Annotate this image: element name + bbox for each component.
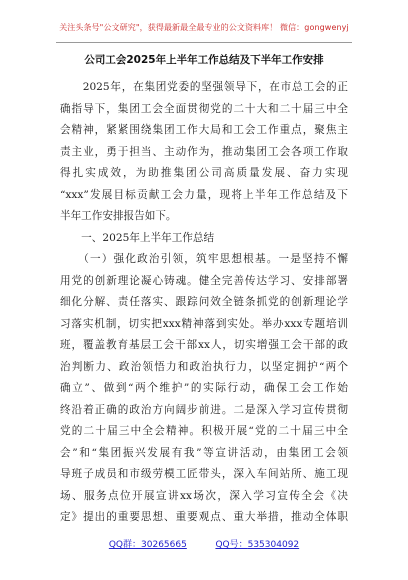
body-line: 半年工作安排报告如下。 [60, 210, 177, 222]
header-divider [56, 42, 352, 43]
qq-number[interactable]: 535304092 [247, 540, 300, 550]
body-line: 班，覆盖教育基层工会干部xx人，切实增强工会干部的政 [60, 339, 348, 351]
body-line: （一）强化政治引领，筑牢思想根基。一是坚持不懈 [60, 253, 348, 265]
section-heading: 一、2025年上半年工作总结 [60, 231, 215, 244]
qq-group-label: QQ群： [108, 540, 142, 550]
body-line: 导班子成员和市级劳模工匠带头，深入车间站所、施工现 [60, 468, 348, 480]
body-line: 确指导下，集团工会全面贯彻党的二十大和二十届三中全 [60, 102, 348, 115]
body-line: 用党的创新理论凝心铸魂。健全完善传达学习、安排部署 [60, 274, 348, 287]
body-line: 会”和“集团振兴发展有我”等宣讲活动，由集团工会领 [60, 446, 348, 459]
body-line: 治判断力、政治领悟力和政治执行力，以坚定拥护“两个 [60, 360, 348, 373]
body-line: 场、服务点位开展宣讲xx场次，深入学习宣传全会《决 [60, 489, 348, 502]
body-line: 习落实机制，切实把xxx精神落到实处。举办xxx专题培训 [60, 317, 348, 330]
body-line: 终沿着正确的政治方向阔步前进。二是深入学习宣传贯彻 [60, 403, 348, 416]
document-body [60, 77, 348, 529]
body-line: “xxx”发展目标贡献工会力量，现将上半年工作总结及下 [60, 188, 348, 201]
qq-group-number[interactable]: 30265665 [141, 540, 187, 550]
body-line: 会精神，紧紧围绕集团工作大局和工会工作重点，聚焦主 [60, 124, 348, 136]
body-line: 细化分解、责任落实、跟踪问效全链条抓党的创新理论学 [60, 296, 348, 308]
body-line: 确立”、做到“两个维护”的实际行动，确保工会工作始 [60, 382, 348, 394]
body-line: 党的二十届三中全会精神。积极开展“党的二十届三中全 [60, 425, 348, 437]
qq-number-label: QQ号： [215, 540, 248, 550]
document-title: 公司工会2025年上半年工作总结及下半年工作安排 [84, 54, 324, 66]
body-line: 定》提出的重要思想、重要观点、重大举措，推动全体职 [60, 511, 348, 523]
footer-contact [0, 537, 408, 550]
body-line: 2025年，在集团党委的坚强领导下，在市总工会的正 [60, 81, 348, 93]
body-line: 责主业，勇于担当、主动作为，推动集团工会各项工作取 [60, 145, 348, 158]
header-banner: 关注头条号"公文研究"，获得最新最全最专业的公文资料库！ 微信：gongwenyj [59, 23, 349, 32]
body-line: 得扎实成效，为助推集团公司高质量发展、奋力实现 [60, 167, 348, 179]
